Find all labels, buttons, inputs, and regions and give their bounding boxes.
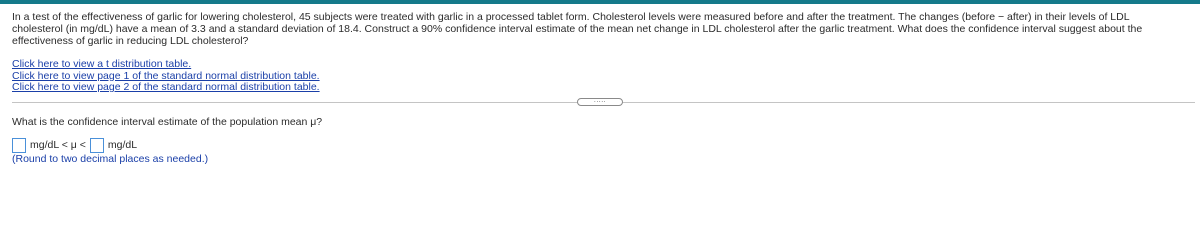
confidence-interval-answer <box>12 137 137 153</box>
table-links <box>12 59 320 94</box>
header-accent-bar <box>0 0 1200 4</box>
unit-label: mg/dL <box>107 139 138 151</box>
normal-table-page2-link[interactable]: Click here to view page 2 of the standard normal distribution table. <box>12 81 320 93</box>
normal-table-page1-link[interactable]: Click here to view page 1 of the standard normal distribution table. <box>12 69 320 82</box>
inequality-label: mg/dL < μ < <box>30 139 86 151</box>
upper-bound-input[interactable] <box>90 138 104 153</box>
question-text: In a test of the effectiveness of garlic for lowering cholesterol, 45 subjects were treated with garlic in a processed tablet form. Cholesterol levels were measured before and after the treatment. The changes (before − after) in their levels of LDL cholesterol (in mg/dL) have a mean of 3.3 and a standard deviation of 18.4. Construct a 90% confidence interval estimate of the mean net change in LDL cholesterol after the garlic treatment. What does the confidence interval suggest about the effectiveness of garlic in reducing LDL cholesterol? <box>12 11 1143 47</box>
rounding-note: (Round to two decimal places as needed.) <box>12 153 209 165</box>
expand-toggle-button[interactable] <box>577 98 623 106</box>
expand-dots-icon: ..... <box>593 97 607 104</box>
lower-bound-input[interactable] <box>12 138 26 153</box>
t-distribution-table-link[interactable]: Click here to view a t distribution table. <box>12 58 192 70</box>
answer-prompt: What is the confidence interval estimate of the population mean μ? <box>12 116 323 128</box>
